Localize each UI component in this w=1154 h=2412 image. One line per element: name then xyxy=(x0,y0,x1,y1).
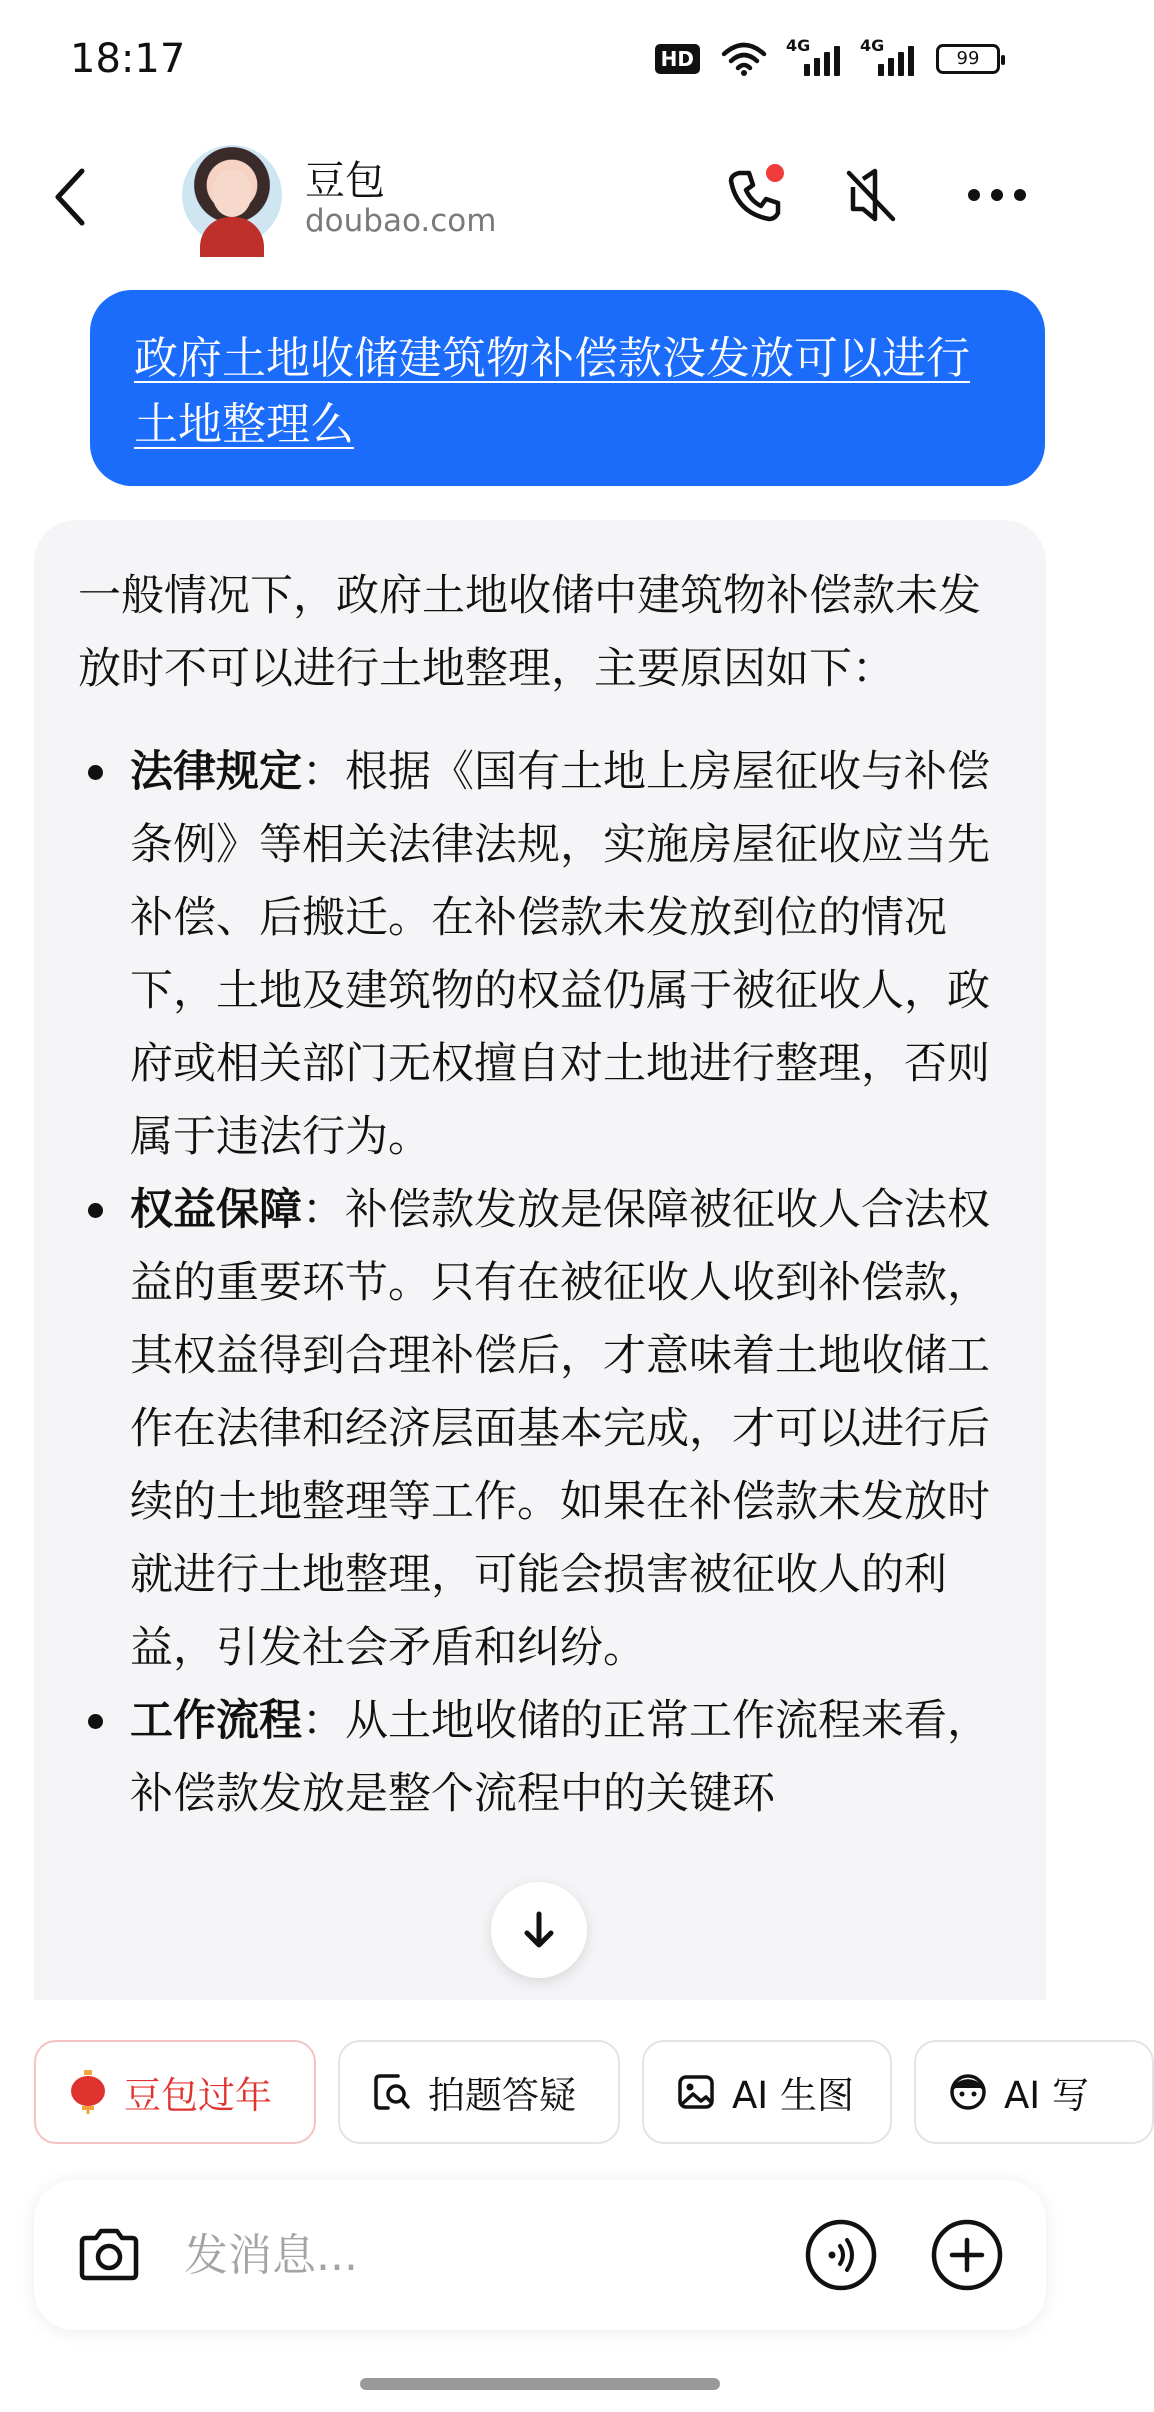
point-text: 补偿款发放是保障被征收人合法权益的重要环节。只有在被征收人收到补偿款，其权益得到合理补偿后，才意味着土地收储工作在法律和经济层面基本完成，才可以进行后续的土地整理等工作。如果在补偿款未发放时就进行土地整理，可能会损害被征收人的利益，引发社会矛盾和纠纷。 xyxy=(130,1185,990,1673)
point-title: 工作流程 xyxy=(130,1696,302,1746)
speaker-muted-icon xyxy=(841,165,901,225)
chat-header xyxy=(0,125,1080,275)
mute-button[interactable] xyxy=(836,160,906,230)
user-message-bubble[interactable] xyxy=(90,290,1045,486)
chip-label: 豆包过年 xyxy=(124,2074,272,2117)
voice-call-button[interactable] xyxy=(720,160,790,230)
avatar[interactable] xyxy=(182,145,282,245)
smile-face-icon xyxy=(946,2070,990,2114)
message-composer xyxy=(34,2180,1046,2330)
quick-actions xyxy=(34,2040,1089,2144)
status-bar xyxy=(0,0,1080,125)
cellular-signal-2-icon: 4G xyxy=(862,42,914,76)
wifi-icon xyxy=(722,42,766,76)
image-icon xyxy=(674,2070,718,2114)
photo-search-icon xyxy=(370,2070,414,2114)
home-indicator[interactable] xyxy=(360,2378,720,2390)
battery-icon: 99 xyxy=(936,44,1000,74)
assistant-message xyxy=(34,520,1046,2000)
chip-doubao-new-year[interactable] xyxy=(34,2040,316,2144)
more-options-button[interactable] xyxy=(962,160,1032,230)
notification-dot xyxy=(766,164,784,182)
lantern-icon xyxy=(66,2070,110,2114)
point-text: 从土地收储的正常工作流程来看，补偿款发放是整个流程中的关键环 xyxy=(130,1696,990,1819)
point-title: 权益保障 xyxy=(130,1185,302,1235)
contact-name: 豆包 xyxy=(305,158,385,204)
voice-input-button[interactable] xyxy=(804,2218,878,2292)
scroll-to-bottom-button[interactable] xyxy=(491,1882,587,1978)
chip-label: 拍题答疑 xyxy=(428,2074,576,2117)
point-title: 法律规定 xyxy=(130,747,302,797)
back-button[interactable] xyxy=(40,157,100,237)
camera-button[interactable] xyxy=(74,2220,144,2290)
contact-domain: doubao.com xyxy=(305,203,497,239)
user-message-text[interactable]: 政府土地收储建筑物补偿款没发放可以进行土地整理么 xyxy=(134,333,970,450)
hd-voice-icon: HD xyxy=(655,44,700,74)
chip-ai-image[interactable] xyxy=(642,2040,892,2144)
chip-ai-write[interactable] xyxy=(914,2040,1154,2144)
plus-circle-icon xyxy=(930,2218,1004,2292)
answer-point: 法律规定：根据《国有土地上房屋征收与补偿条例》等相关法律法规，实施房屋征收应当先补偿、后搬迁。在补偿款未发放到位的情况下，土地及建筑物的权益仍属于被征收人，政府或相关部门无权擅自对土地进行整理，否则属于违法行为。 xyxy=(78,736,1002,1174)
answer-intro: 一般情况下，政府土地收储中建筑物补偿款未发放时不可以进行土地整理，主要原因如下： xyxy=(78,571,981,694)
message-input[interactable] xyxy=(184,2220,744,2290)
answer-point: 权益保障：补偿款发放是保障被征收人合法权益的重要环节。只有在被征收人收到补偿款，其权益得到合理补偿后，才意味着土地收储工作在法律和经济层面基本完成，才可以进行后续的土地整理等工作。如果在补偿款未发放时就进行土地整理，可能会损害被征收人的利益，引发社会矛盾和纠纷。 xyxy=(78,1174,1002,1685)
voice-wave-icon xyxy=(804,2218,878,2292)
camera-icon xyxy=(76,2226,142,2284)
chip-label: AI 生图 xyxy=(732,2074,854,2117)
arrow-down-icon xyxy=(517,1908,561,1952)
more-dots-icon xyxy=(966,187,1028,203)
chevron-left-icon xyxy=(52,167,88,227)
point-text: 根据《国有土地上房屋征收与补偿条例》等相关法律法规，实施房屋征收应当先补偿、后搬迁。在补偿款未发放到位的情况下，土地及建筑物的权益仍属于被征收人，政府或相关部门无权擅自对土地进行整理，否则属于违法行为。 xyxy=(130,747,990,1162)
answer-point: 工作流程：从土地收储的正常工作流程来看，补偿款发放是整个流程中的关键环 xyxy=(78,1685,1002,1831)
cellular-signal-icon: 4G xyxy=(788,42,840,76)
status-icons xyxy=(655,36,1000,76)
chip-photo-qa[interactable] xyxy=(338,2040,620,2144)
status-time: 18:17 xyxy=(70,36,186,82)
chip-label: AI 写 xyxy=(1004,2074,1089,2117)
answer-points xyxy=(78,736,1002,1831)
add-attachment-button[interactable] xyxy=(930,2218,1004,2292)
